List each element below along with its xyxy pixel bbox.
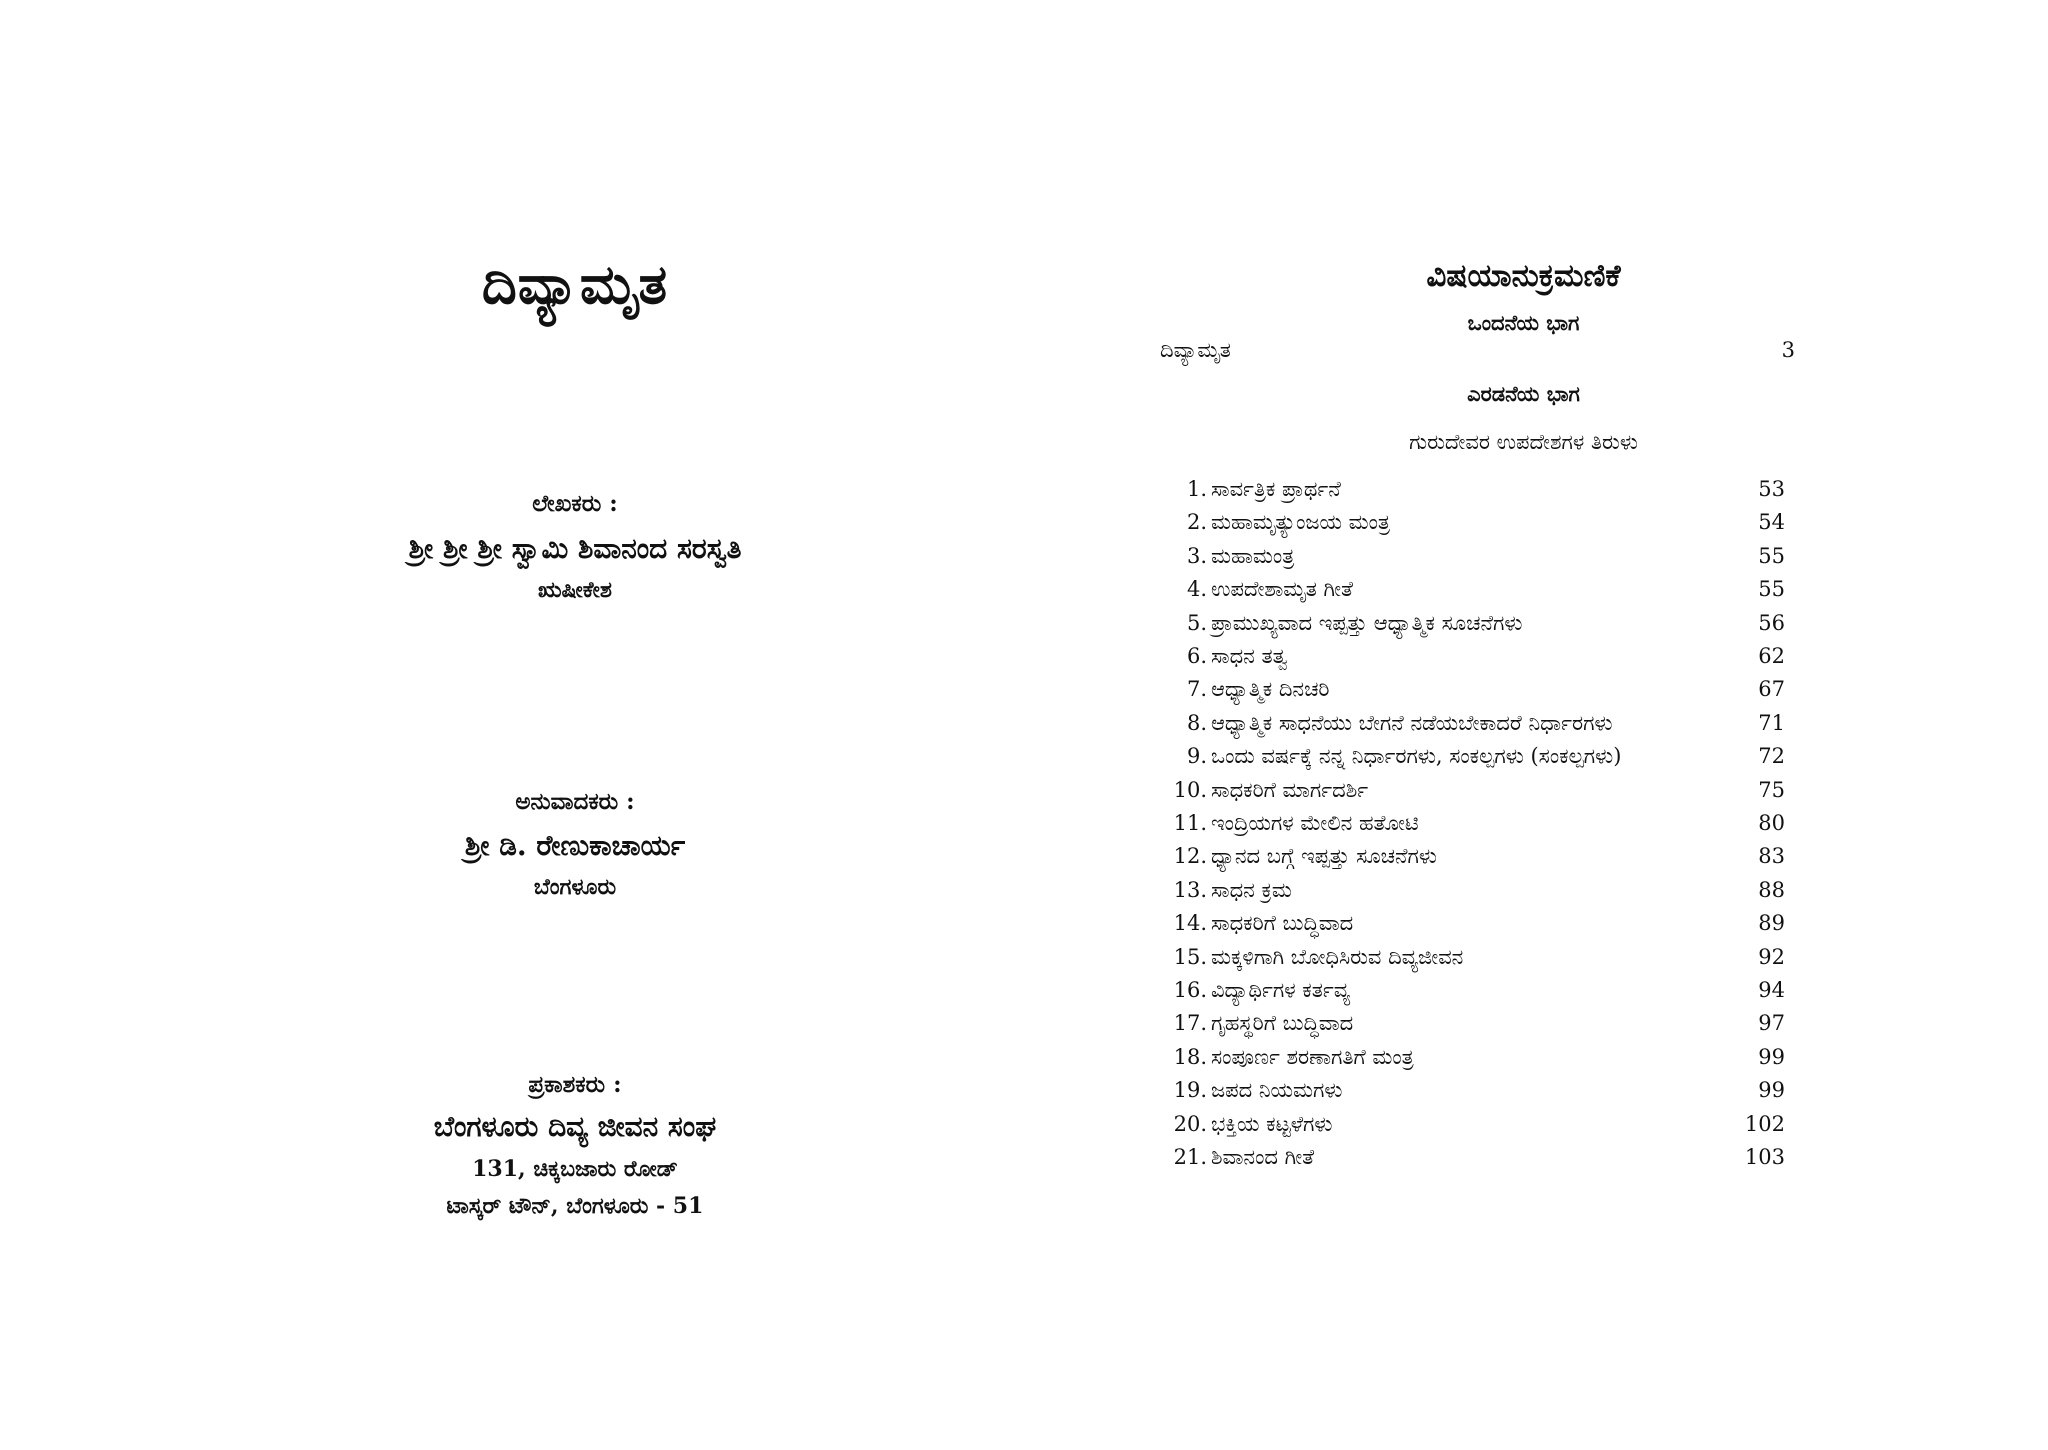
toc-entry bbox=[1150, 1078, 1785, 1108]
toc-entry-part-one bbox=[1160, 338, 1795, 368]
toc-entry bbox=[1150, 1145, 1785, 1175]
translator-place: ಬೆಂಗಳೂರು bbox=[533, 874, 617, 900]
toc-entry bbox=[1150, 477, 1785, 507]
toc-entry-number: 14. bbox=[1173, 911, 1207, 936]
toc-entry-page: 80 bbox=[1758, 811, 1785, 835]
contents-page bbox=[1150, 0, 2048, 1450]
toc-entry-page: 54 bbox=[1758, 510, 1785, 535]
publisher-address-line-2: ಟಾಸ್ಕರ್ ಟೌನ್, ಬೆಂಗಳೂರು - 51 bbox=[446, 1193, 704, 1219]
toc-entry-page: 102 bbox=[1744, 1111, 1785, 1136]
toc-entry-title: ಮಹಾಮಂತ್ರ bbox=[1211, 543, 1295, 568]
toc-entry-number: 17. bbox=[1173, 1011, 1207, 1036]
toc-entry-page: 71 bbox=[1758, 710, 1785, 735]
toc-entry-title: ಧ್ಯಾನದ ಬಗ್ಗೆ ಇಪ್ಪತ್ತು ಸೂಚನೆಗಳು bbox=[1211, 844, 1437, 869]
toc-entry bbox=[1150, 611, 1785, 641]
contents-title: ವಿಷಯಾನುಕ್ರಮಣಿಕೆ bbox=[1426, 258, 1621, 294]
toc-entry-page: 99 bbox=[1758, 1078, 1785, 1103]
author-name: ಶ್ರೀ ಶ್ರೀ ಶ್ರೀ ಸ್ವಾಮಿ ಶಿವಾನಂದ ಸರಸ್ವತಿ bbox=[408, 532, 742, 565]
toc-entry-page: 3 bbox=[1781, 338, 1795, 362]
toc-entry-title: ಸಂಪೂರ್ಣ ಶರಣಾಗತಿಗೆ ಮಂತ್ರ bbox=[1211, 1044, 1414, 1069]
toc-entry-page: 83 bbox=[1758, 844, 1785, 869]
toc-entry-title: ಸಾಧನ ತತ್ವ bbox=[1211, 644, 1288, 668]
toc-entry-page: 62 bbox=[1758, 644, 1785, 668]
toc-entry-title: ಇಂದ್ರಿಯಗಳ ಮೇಲಿನ ಹತೋಟಿ bbox=[1211, 811, 1419, 835]
translator-label: ಅನುವಾದಕರು : bbox=[515, 788, 635, 815]
toc-entry-title: ಸಾರ್ವತ್ರಿಕ ಪ್ರಾರ್ಥನೆ bbox=[1211, 477, 1341, 501]
part-one-heading: ಒಂದನೆಯ ಭಾಗ bbox=[1467, 310, 1580, 335]
toc-entry-title: ದಿವ್ಯಾಮೃತ bbox=[1160, 338, 1231, 362]
toc-entry bbox=[1150, 544, 1785, 574]
publisher-label: ಪ್ರಕಾಶಕರು : bbox=[528, 1071, 622, 1098]
toc-entry bbox=[1150, 911, 1785, 941]
toc-entry-page: 103 bbox=[1744, 1145, 1785, 1169]
toc-entry bbox=[1150, 778, 1785, 808]
toc-entry-title: ಸಾಧಕರಿಗೆ ಮಾರ್ಗದರ್ಶಿ bbox=[1211, 777, 1369, 802]
toc-entry bbox=[1150, 811, 1785, 841]
toc-entry-number: 1. bbox=[1186, 477, 1207, 501]
toc-entry bbox=[1150, 744, 1785, 774]
translator-name: ಶ್ರೀ ಡಿ. ರೇಣುಕಾಚಾರ್ಯ bbox=[464, 829, 686, 862]
toc-entry-title: ಒಂದು ವರ್ಷಕ್ಕೆ ನನ್ನ ನಿರ್ಧಾರಗಳು, ಸಂಕಲ್ಪಗಳು (ಸಂಕಲ್ಪಗಳು) bbox=[1211, 744, 1622, 769]
toc-entry-page: 92 bbox=[1758, 944, 1785, 969]
toc-entry-number: 9. bbox=[1186, 744, 1207, 769]
toc-entry-title: ಪ್ರಾಮುಖ್ಯವಾದ ಇಪ್ಪತ್ತು ಆಧ್ಯಾತ್ಮಿಕ ಸೂಚನೆಗಳು bbox=[1211, 610, 1523, 635]
toc-entry-number: 10. bbox=[1173, 777, 1207, 802]
author-label: ಲೇಖಕರು : bbox=[532, 490, 618, 517]
toc-entry-number: 16. bbox=[1173, 978, 1207, 1002]
toc-entry-number: 19. bbox=[1173, 1078, 1207, 1103]
book-title: ದಿವ್ಯಾಮೃತ bbox=[481, 252, 669, 316]
toc-entry-title: ಉಪದೇಶಾಮೃತ ಗೀತೆ bbox=[1211, 577, 1354, 602]
toc-entry bbox=[1150, 510, 1785, 540]
toc-entry bbox=[1150, 978, 1785, 1008]
toc-entry-page: 55 bbox=[1758, 543, 1785, 568]
author-place: ಋಷೀಕೇಶ bbox=[538, 577, 612, 603]
toc-entry-number: 20. bbox=[1173, 1111, 1207, 1136]
toc-entry-number: 5. bbox=[1186, 610, 1207, 635]
publisher-name: ಬೆಂಗಳೂರು ದಿವ್ಯ ಜೀವನ ಸಂಘ bbox=[433, 1110, 717, 1143]
toc-entry bbox=[1150, 1045, 1785, 1075]
toc-entry-title: ಜಪದ ನಿಯಮಗಳು bbox=[1211, 1078, 1343, 1103]
toc-entry-page: 89 bbox=[1758, 911, 1785, 936]
toc-entry-title: ಆಧ್ಯಾತ್ಮಿಕ ಸಾಧನೆಯು ಬೇಗನೆ ನಡೆಯಬೇಕಾದರೆ ನಿರ್ಧಾರಗಳು bbox=[1211, 710, 1613, 735]
toc-entry-page: 94 bbox=[1758, 978, 1785, 1002]
toc-entry-page: 53 bbox=[1758, 477, 1785, 501]
toc-entry-number: 2. bbox=[1186, 510, 1207, 535]
toc-entry bbox=[1150, 577, 1785, 607]
part-two-heading: ಎರಡನೆಯ ಭಾಗ bbox=[1467, 381, 1580, 406]
toc-entry-number: 13. bbox=[1173, 877, 1207, 902]
toc-entry-number: 12. bbox=[1173, 844, 1207, 869]
toc-entry-number: 8. bbox=[1186, 710, 1207, 735]
toc-entry-page: 75 bbox=[1758, 777, 1785, 802]
toc-entry bbox=[1150, 844, 1785, 874]
toc-entry-title: ಭಕ್ತಿಯ ಕಟ್ಟಳೆಗಳು bbox=[1211, 1111, 1333, 1136]
toc-entry-title: ಆಧ್ಯಾತ್ಮಿಕ ದಿನಚರಿ bbox=[1211, 677, 1330, 702]
toc-entry-number: 6. bbox=[1186, 644, 1207, 668]
toc-entry-title: ಶಿವಾನಂದ ಗೀತೆ bbox=[1211, 1145, 1315, 1169]
toc-entry-title: ಸಾಧನ ಕ್ರಮ bbox=[1211, 877, 1292, 902]
part-two-subtitle: ಗುರುದೇವರ ಉಪದೇಶಗಳ ತಿರುಳು bbox=[1409, 430, 1638, 454]
toc-entry-title: ಮಹಾಮೃತ್ಯುಂಜಯ ಮಂತ್ರ bbox=[1211, 510, 1390, 535]
toc-entry-page: 72 bbox=[1758, 744, 1785, 769]
toc-entry bbox=[1150, 1011, 1785, 1041]
toc-entry-page: 55 bbox=[1758, 577, 1785, 602]
toc-entry-number: 18. bbox=[1173, 1044, 1207, 1069]
toc-entry-page: 67 bbox=[1758, 677, 1785, 702]
toc-entry-title: ಸಾಧಕರಿಗೆ ಬುದ್ಧಿವಾದ bbox=[1211, 911, 1354, 936]
toc-entry-number: 3. bbox=[1186, 543, 1207, 568]
toc-entry-number: 15. bbox=[1173, 944, 1207, 969]
toc-entry bbox=[1150, 1112, 1785, 1142]
toc-entry-page: 56 bbox=[1758, 610, 1785, 635]
toc-entry bbox=[1150, 878, 1785, 908]
toc-entry-title: ಗೃಹಸ್ಥರಿಗೆ ಬುದ್ಧಿವಾದ bbox=[1211, 1011, 1354, 1036]
toc-entry-number: 11. bbox=[1173, 811, 1207, 835]
publisher-address-line-1: 131, ಚಿಕ್ಕಬಜಾರು ರೋಡ್ bbox=[472, 1156, 678, 1182]
toc-entry bbox=[1150, 644, 1785, 674]
toc-entry-number: 4. bbox=[1186, 577, 1207, 602]
toc-entry bbox=[1150, 945, 1785, 975]
toc-entry-title: ವಿದ್ಯಾರ್ಥಿಗಳ ಕರ್ತವ್ಯ bbox=[1211, 978, 1351, 1002]
toc-entry bbox=[1150, 677, 1785, 707]
toc-entry-page: 97 bbox=[1758, 1011, 1785, 1036]
toc-entry-page: 99 bbox=[1758, 1044, 1785, 1069]
toc-entry-page: 88 bbox=[1758, 877, 1785, 902]
toc-entry-number: 7. bbox=[1186, 677, 1207, 702]
toc-entry-title: ಮಕ್ಕಳಿಗಾಗಿ ಬೋಧಿಸಿರುವ ದಿವ್ಯಜೀವನ bbox=[1211, 944, 1464, 969]
toc-entry-number: 21. bbox=[1173, 1145, 1207, 1169]
toc-entry bbox=[1150, 711, 1785, 741]
